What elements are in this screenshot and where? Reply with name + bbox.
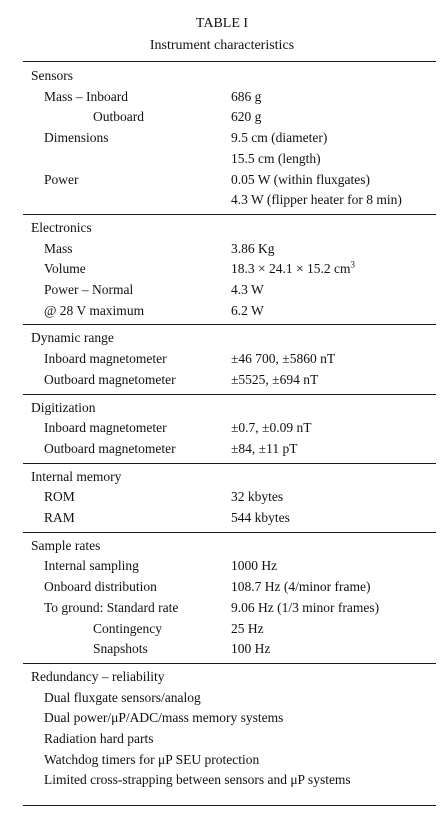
table-row	[0, 508, 444, 528]
top-rule	[23, 61, 436, 62]
table-row	[0, 487, 444, 507]
table-row	[0, 280, 444, 300]
table-row	[0, 170, 444, 190]
table-row	[0, 598, 444, 618]
row-label: Inboard magnetometer	[44, 351, 167, 367]
section-label: Redundancy – reliability	[31, 668, 165, 684]
row-label: Power – Normal	[44, 282, 134, 297]
row-label: Volume	[44, 261, 86, 277]
row-value-text: 18.3 × 24.1 × 15.2 cm	[231, 261, 351, 277]
row-value	[231, 418, 311, 438]
row-value-text: 9.06 Hz (1/3 minor frames)	[231, 599, 380, 615]
table-row	[0, 577, 444, 597]
table-row	[0, 349, 444, 369]
row-value	[231, 508, 290, 528]
table-row	[0, 190, 444, 210]
row-value	[231, 370, 318, 390]
row-value-text: 686 g	[231, 88, 262, 104]
row-label: Power	[44, 171, 79, 187]
table-row	[0, 688, 444, 708]
table-row	[0, 619, 444, 639]
row-label: Dimensions	[44, 130, 109, 146]
row-value-text: 1000 Hz	[231, 558, 278, 574]
row-value	[231, 619, 264, 639]
section-rule	[23, 214, 436, 215]
row-label: Watchdog timers for μP SEU protection	[44, 751, 260, 767]
row-label: @ 28 V maximum	[44, 302, 145, 318]
row-value-text: ±5525, ±694 nT	[231, 371, 319, 387]
row-value-superscript: 3	[350, 259, 355, 270]
row-value	[231, 259, 355, 279]
section-rule	[23, 532, 436, 533]
row-value	[231, 439, 297, 459]
table-row	[0, 239, 444, 259]
row-label: Mass – Inboard	[44, 88, 128, 104]
section-heading-row	[0, 328, 444, 348]
row-value	[231, 598, 379, 618]
row-value-text: 620 g	[231, 109, 262, 125]
section-label: Internal memory	[31, 468, 122, 484]
row-value	[231, 639, 270, 659]
row-label: Radiation hard parts	[44, 731, 154, 746]
row-value-text: 4.3 W	[231, 282, 264, 297]
row-value	[231, 556, 277, 576]
row-value-text: 3.86 Kg	[231, 240, 275, 256]
table-row	[0, 708, 444, 728]
row-value	[231, 349, 335, 369]
row-label: Internal sampling	[44, 558, 139, 574]
section-rule	[23, 663, 436, 664]
section-heading-row	[0, 66, 444, 86]
section-label: Sensors	[31, 68, 74, 83]
row-label: Inboard magnetometer	[44, 420, 167, 436]
section-label: Digitization	[31, 399, 96, 415]
row-value	[231, 301, 264, 321]
row-label: Outboard magnetometer	[44, 440, 176, 456]
row-value-text: 4.3 W (flipper heater for 8 min)	[231, 192, 402, 208]
table-row	[0, 729, 444, 749]
row-label: Dual power/μP/ADC/mass memory systems	[44, 710, 284, 726]
row-label: Outboard magnetometer	[44, 371, 176, 387]
table-caption: Instrument characteristics	[149, 38, 295, 53]
section-heading-row	[0, 218, 444, 238]
row-label: Contingency	[93, 620, 162, 636]
row-value	[231, 280, 264, 300]
row-value	[231, 170, 370, 190]
row-label: Snapshots	[93, 641, 148, 657]
row-value-text: 544 kbytes	[231, 510, 290, 525]
section-heading-row	[0, 667, 444, 687]
row-value	[231, 239, 275, 259]
section-label: Electronics	[31, 219, 92, 235]
row-value-text: 25 Hz	[231, 620, 264, 636]
row-label: ROM	[44, 489, 75, 505]
row-label: Mass	[44, 240, 73, 256]
row-label: Onboard distribution	[44, 579, 157, 595]
row-label: To ground: Standard rate	[44, 599, 179, 615]
row-value	[231, 190, 402, 210]
section-rule	[23, 394, 436, 395]
row-value-text: ±46 700, ±5860 nT	[231, 351, 336, 367]
section-rule	[23, 463, 436, 464]
table-row	[0, 128, 444, 148]
table-row	[0, 87, 444, 107]
row-value-text: 6.2 W	[231, 302, 264, 318]
row-value	[231, 107, 261, 127]
row-label: Dual fluxgate sensors/analog	[44, 689, 201, 705]
row-value-text: 0.05 W (within fluxgates)	[231, 171, 370, 187]
table-row	[0, 149, 444, 169]
section-heading-row	[0, 398, 444, 418]
row-label: Limited cross-strapping between sensors and μP systems	[44, 772, 351, 788]
row-value-text: 100 Hz	[231, 641, 271, 657]
section-heading-row	[0, 536, 444, 556]
row-value-text: 9.5 cm (diameter)	[231, 130, 328, 146]
section-rule	[23, 324, 436, 325]
row-value	[231, 128, 327, 148]
row-value-text: 15.5 cm (length)	[231, 150, 321, 166]
section-label: Dynamic range	[31, 330, 114, 346]
bottom-rule	[23, 805, 436, 806]
table-row	[0, 370, 444, 390]
row-value	[231, 487, 283, 507]
row-value	[231, 149, 321, 169]
row-value	[231, 577, 370, 597]
row-label: Outboard	[93, 109, 144, 125]
row-value-text: 108.7 Hz (4/minor frame)	[231, 579, 371, 595]
row-value	[231, 87, 261, 107]
table-row	[0, 770, 444, 790]
table-row	[0, 639, 444, 659]
table-row	[0, 107, 444, 127]
table-row	[0, 259, 444, 279]
table-number: TABLE I	[195, 16, 249, 31]
table-row	[0, 301, 444, 321]
table-row	[0, 750, 444, 770]
row-value-text: 32 kbytes	[231, 489, 284, 505]
row-value-text: ±0.7, ±0.09 nT	[231, 420, 312, 436]
row-value-text: ±84, ±11 pT	[231, 440, 298, 456]
table-row	[0, 418, 444, 438]
row-label: RAM	[44, 510, 75, 525]
table-row	[0, 556, 444, 576]
section-label: Sample rates	[31, 537, 101, 553]
section-heading-row	[0, 467, 444, 487]
table-row	[0, 439, 444, 459]
